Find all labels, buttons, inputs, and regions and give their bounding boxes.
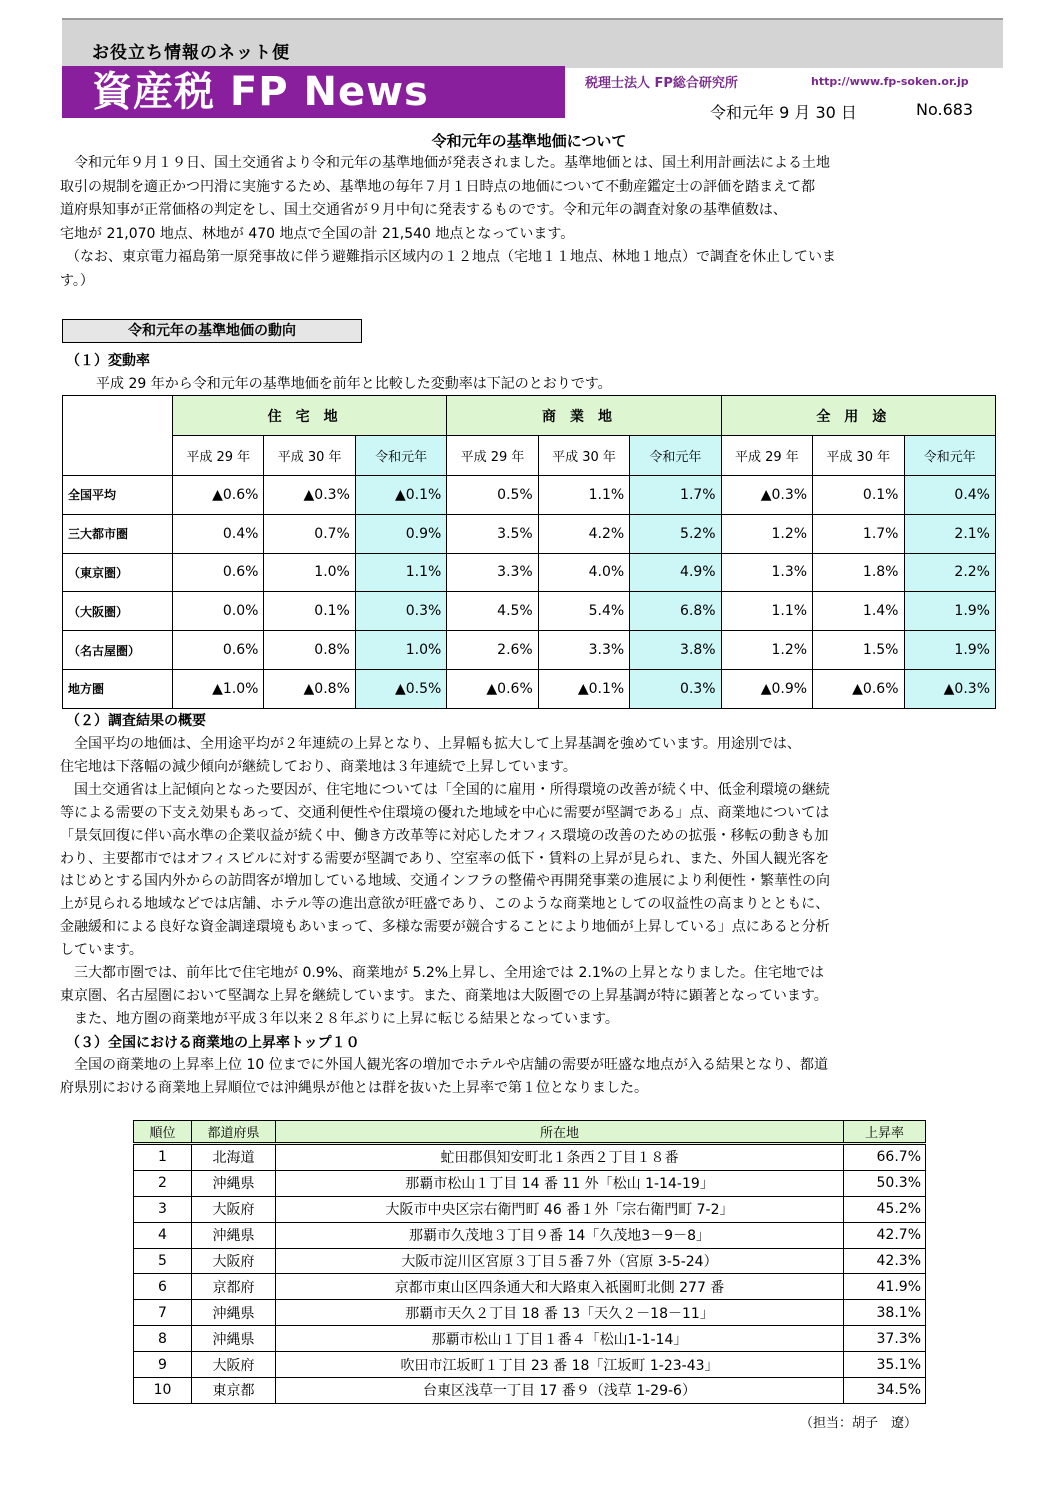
rate-cell: 4.0% — [538, 553, 629, 592]
intro-line: （なお、東京電力福島第一原発事故に伴う避難指示区域内の１２地点（宅地１１地点、林地１地点）で調査を休止していま — [66, 249, 836, 265]
issue-date: 令和元年 9 月 30 日 — [710, 103, 857, 122]
intro-line: 道府県知事が正常価格の判定をし、国土交通省が９月中旬に発表するものです。令和元年の調査対象の基準値数は、 — [60, 202, 787, 218]
rate-cell: ▲0.8% — [264, 669, 355, 708]
row-label: 三大都市圏 — [63, 514, 173, 553]
summary-line: 全国平均の地価は、全用途平均が２年連続の上昇となり、上昇幅も拡大して上昇基調を強めています。用途別では、 — [74, 736, 801, 752]
rate-cell: 0.6% — [173, 631, 264, 670]
subheading-change-rate: （１）変動率 — [66, 353, 150, 369]
change-rate-lead: 平成 29 年から令和元年の基準地価を前年と比較した変動率は下記のとおりです。 — [96, 376, 612, 392]
table-row — [134, 1248, 926, 1274]
prefecture-cell: 大阪府 — [192, 1196, 276, 1222]
header-rise-rate: 上昇率 — [844, 1121, 926, 1144]
table-corner-cell — [63, 396, 173, 476]
rate-cell: ▲0.5% — [355, 669, 446, 708]
rate-cell: 3.3% — [447, 553, 538, 592]
top10-lead-paragraph — [60, 1054, 1000, 1099]
intro-line: 取引の規制を適正かつ円滑に実施するため、基準地の毎年７月１日時点の地価について不動産鑑定士の評価を踏まえて都 — [60, 178, 816, 195]
rate-cell: ▲0.1% — [538, 669, 629, 708]
rank-cell: 9 — [134, 1352, 192, 1378]
rate-cell: 1.4% — [813, 592, 904, 631]
rise-rate-cell: 35.1% — [844, 1352, 926, 1378]
year-header: 平成 29 年 — [447, 436, 538, 476]
rate-cell: 1.1% — [538, 476, 629, 515]
rate-cell: 6.8% — [630, 592, 721, 631]
rise-rate-cell: 34.5% — [844, 1378, 926, 1404]
table-row — [63, 553, 996, 592]
rise-rate-cell: 66.7% — [844, 1144, 926, 1171]
rate-cell: ▲0.9% — [721, 669, 812, 708]
row-label: （東京圏） — [63, 553, 173, 592]
row-label: 全国平均 — [63, 476, 173, 515]
rate-cell: 1.0% — [264, 553, 355, 592]
rate-cell: 0.4% — [904, 476, 996, 515]
rate-cell: 0.0% — [173, 592, 264, 631]
rate-cell: 1.1% — [721, 592, 812, 631]
year-header: 令和元年 — [355, 436, 446, 476]
location-cell: 虻田郡倶知安町北１条西２丁目１８番 — [276, 1144, 844, 1171]
row-label: （名古屋圏） — [63, 631, 173, 670]
rate-cell: 1.0% — [355, 631, 446, 670]
summary-line: 東京圏、名古屋圏において堅調な上昇を継続しています。また、商業地は大阪圏での上昇基調が特に顕著となっています。 — [60, 987, 828, 1004]
summary-line: しています。 — [60, 942, 143, 959]
survey-summary-paragraph — [60, 733, 1000, 1031]
header-location: 所在地 — [276, 1121, 844, 1144]
rate-cell: 0.7% — [264, 514, 355, 553]
row-label: （大阪圏） — [63, 592, 173, 631]
table-row — [134, 1144, 926, 1171]
firm-name: 税理士法人 FP総合研究所 — [585, 76, 738, 91]
location-cell: 那覇市天久２丁目 18 番 13「天久２－18－11」 — [276, 1300, 844, 1326]
summary-line: 三大都市圏では、前年比で住宅地が 0.9%、商業地が 5.2%上昇し、全用途では 2.1%の上昇となりました。住宅地では — [74, 965, 825, 982]
group-header-all-use: 全用途 — [721, 396, 995, 436]
year-header: 令和元年 — [904, 436, 996, 476]
rank-cell: 8 — [134, 1326, 192, 1352]
rank-cell: 1 — [134, 1144, 192, 1171]
year-header: 平成 29 年 — [721, 436, 812, 476]
rate-cell: 3.3% — [538, 631, 629, 670]
location-cell: 那覇市松山１丁目１番４「松山1-1-14」 — [276, 1326, 844, 1352]
rate-cell: ▲1.0% — [173, 669, 264, 708]
intro-line: 令和元年９月１９日、国土交通省より令和元年の基準地価が発表されました。基準地価とは、国土利用計画法による土地 — [74, 155, 830, 171]
rate-cell: 1.2% — [721, 514, 812, 553]
rate-cell: 0.5% — [447, 476, 538, 515]
issue-number: No.683 — [916, 100, 974, 119]
summary-line: 国土交通省は上記傾向となった要因が、住宅地については「全国的に雇用・所得環境の改善が続く中、低金利環境の継続 — [74, 781, 830, 798]
rise-rate-cell: 38.1% — [844, 1300, 926, 1326]
rate-cell: 0.1% — [813, 476, 904, 515]
rate-cell: 0.1% — [264, 592, 355, 631]
summary-line: また、地方圏の商業地が平成３年以来２８年ぶりに上昇に転じる結果となっています。 — [74, 1010, 619, 1027]
table-row — [134, 1274, 926, 1300]
rate-cell: ▲0.1% — [355, 476, 446, 515]
rate-cell: 4.9% — [630, 553, 721, 592]
rank-cell: 4 — [134, 1222, 192, 1248]
prefecture-cell: 京都府 — [192, 1274, 276, 1300]
top10-lead-line: 全国の商業地の上昇率上位 10 位までに外国人観光客の増加でホテルや店舗の需要が旺盛な地点が入る結果となり、都道 — [74, 1057, 829, 1073]
rate-cell: 2.1% — [904, 514, 996, 553]
rate-cell: 3.5% — [447, 514, 538, 553]
table-row — [134, 1300, 926, 1326]
rate-cell: 5.4% — [538, 592, 629, 631]
table-row — [134, 1352, 926, 1378]
header-prefecture: 都道府県 — [192, 1121, 276, 1144]
rise-rate-cell: 42.3% — [844, 1248, 926, 1274]
prefecture-cell: 沖縄県 — [192, 1326, 276, 1352]
location-cell: 大阪市中央区宗右衛門町 46 番１外「宗右衛門町 7-2」 — [276, 1196, 844, 1222]
rate-cell: 1.7% — [813, 514, 904, 553]
table-row — [63, 669, 996, 708]
rate-cell: 1.3% — [721, 553, 812, 592]
section-title: 令和元年の基準地価の動向 — [62, 319, 362, 343]
rate-cell: 1.9% — [904, 631, 996, 670]
location-cell: 台東区浅草一丁目 17 番９（浅草 1-29-6） — [276, 1378, 844, 1404]
rate-cell: 3.8% — [630, 631, 721, 670]
rate-cell: 1.2% — [721, 631, 812, 670]
table-row — [134, 1222, 926, 1248]
table-row — [134, 1196, 926, 1222]
prefecture-cell: 大阪府 — [192, 1352, 276, 1378]
group-header-commercial: 商業地 — [447, 396, 721, 436]
rank-cell: 10 — [134, 1378, 192, 1404]
rank-cell: 7 — [134, 1300, 192, 1326]
prefecture-cell: 沖縄県 — [192, 1170, 276, 1196]
newsletter-title: 資産税 FP News — [92, 69, 429, 115]
rate-cell: 1.1% — [355, 553, 446, 592]
rate-cell: 2.2% — [904, 553, 996, 592]
rate-cell: ▲0.6% — [173, 476, 264, 515]
rank-cell: 3 — [134, 1196, 192, 1222]
location-cell: 京都市東山区四条通大和大路東入祇園町北側 277 番 — [276, 1274, 844, 1300]
rate-cell: 0.3% — [355, 592, 446, 631]
table-row — [63, 631, 996, 670]
summary-line: 金融緩和による良好な資金調達環境もあいまって、多様な需要が競合することにより地価が上昇している」点にあると分析 — [60, 919, 830, 936]
year-header: 平成 30 年 — [264, 436, 355, 476]
location-cell: 那覇市久茂地３丁目９番 14「久茂地3－9－8」 — [276, 1222, 844, 1248]
rise-rate-cell: 45.2% — [844, 1196, 926, 1222]
rate-cell: 0.6% — [173, 553, 264, 592]
prefecture-cell: 大阪府 — [192, 1248, 276, 1274]
rate-cell: 1.5% — [813, 631, 904, 670]
rise-rate-cell: 42.7% — [844, 1222, 926, 1248]
summary-line: 住宅地は下落幅の減少傾向が継続しており、商業地は３年連続で上昇しています。 — [60, 758, 577, 775]
summary-line: 等による需要の下支え効果もあって、交通利便性や住環境の優れた地域を中心に需要が堅調である」点、商業地については — [60, 804, 830, 821]
table-row — [134, 1170, 926, 1196]
intro-line: す。） — [60, 272, 94, 289]
newsletter-tagline: お役立ち情報のネット便 — [92, 43, 290, 63]
rate-cell: 1.7% — [630, 476, 721, 515]
location-cell: 大阪市淀川区宮原３丁目５番７外（宮原 3-5-24） — [276, 1248, 844, 1274]
change-rate-table — [62, 395, 996, 709]
year-header: 平成 30 年 — [538, 436, 629, 476]
rate-cell: ▲0.3% — [721, 476, 812, 515]
intro-line: 宅地が 21,070 地点、林地が 470 地点で全国の計 21,540 地点となっています。 — [60, 225, 575, 242]
table-row — [134, 1326, 926, 1352]
row-label: 地方圏 — [63, 669, 173, 708]
rate-cell: 0.8% — [264, 631, 355, 670]
rank-cell: 5 — [134, 1248, 192, 1274]
rate-cell: 4.2% — [538, 514, 629, 553]
header-rank: 順位 — [134, 1121, 192, 1144]
table-row — [63, 592, 996, 631]
rate-cell: 2.6% — [447, 631, 538, 670]
responsible-person: （担当：胡子 遼） — [800, 1416, 918, 1431]
summary-line: 「景気回復に伴い高水準の企業収益が続く中、働き方改革等に対応したオフィス環境の改善のための拡張・移転の動きも加 — [60, 827, 829, 844]
rise-rate-cell: 37.3% — [844, 1326, 926, 1352]
firm-url[interactable]: http://www.fp-soken.or.jp — [811, 75, 969, 88]
year-header: 平成 30 年 — [813, 436, 904, 476]
rank-cell: 2 — [134, 1170, 192, 1196]
group-header-residential: 住宅地 — [173, 396, 447, 436]
location-cell: 吹田市江坂町１丁目 23 番 18「江坂町 1-23-43」 — [276, 1352, 844, 1378]
prefecture-cell: 沖縄県 — [192, 1300, 276, 1326]
rate-cell: 5.2% — [630, 514, 721, 553]
table-row — [63, 476, 996, 515]
subheading-top10: （３）全国における商業地の上昇率トップ１０ — [66, 1035, 360, 1051]
prefecture-cell: 北海道 — [192, 1144, 276, 1171]
rate-cell: ▲0.3% — [904, 669, 996, 708]
rate-cell: 0.4% — [173, 514, 264, 553]
summary-line: わり、主要都市ではオフィスビルに対する需要が堅調であり、空室率の低下・賃料の上昇が見られ、また、外国人観光客を — [60, 850, 830, 867]
rate-cell: ▲0.3% — [264, 476, 355, 515]
rate-cell: 4.5% — [447, 592, 538, 631]
rate-cell: ▲0.6% — [813, 669, 904, 708]
rate-cell: 0.3% — [630, 669, 721, 708]
prefecture-cell: 沖縄県 — [192, 1222, 276, 1248]
subheading-survey-summary: （２）調査結果の概要 — [66, 713, 206, 729]
rank-cell: 6 — [134, 1274, 192, 1300]
top10-lead-line: 府県別における商業地上昇順位では沖縄県が他とは群を抜いた上昇率で第１位となりました。 — [60, 1079, 648, 1096]
prefecture-cell: 東京都 — [192, 1378, 276, 1404]
rate-cell: 1.9% — [904, 592, 996, 631]
summary-line: はじめとする国内外からの訪問客が増加している地域、交通インフラの整備や再開発事業の進展により利便性・繁華性の向 — [60, 873, 830, 890]
article-title: 令和元年の基準地価について — [431, 132, 627, 150]
rise-rate-cell: 41.9% — [844, 1274, 926, 1300]
top10-table — [133, 1120, 926, 1404]
rate-cell: 0.9% — [355, 514, 446, 553]
rate-cell: ▲0.6% — [447, 669, 538, 708]
intro-paragraph — [60, 152, 1000, 293]
year-header: 平成 29 年 — [173, 436, 264, 476]
rise-rate-cell: 50.3% — [844, 1170, 926, 1196]
summary-line: 上が見られる地域などでは店舗、ホテル等の進出意欲が旺盛であり、このような商業地としての収益性の高まりとともに、 — [60, 896, 830, 913]
year-header: 令和元年 — [630, 436, 721, 476]
table-row — [134, 1378, 926, 1404]
table-row — [63, 514, 996, 553]
location-cell: 那覇市松山１丁目 14 番 11 外「松山 1-14-19」 — [276, 1170, 844, 1196]
rate-cell: 1.8% — [813, 553, 904, 592]
